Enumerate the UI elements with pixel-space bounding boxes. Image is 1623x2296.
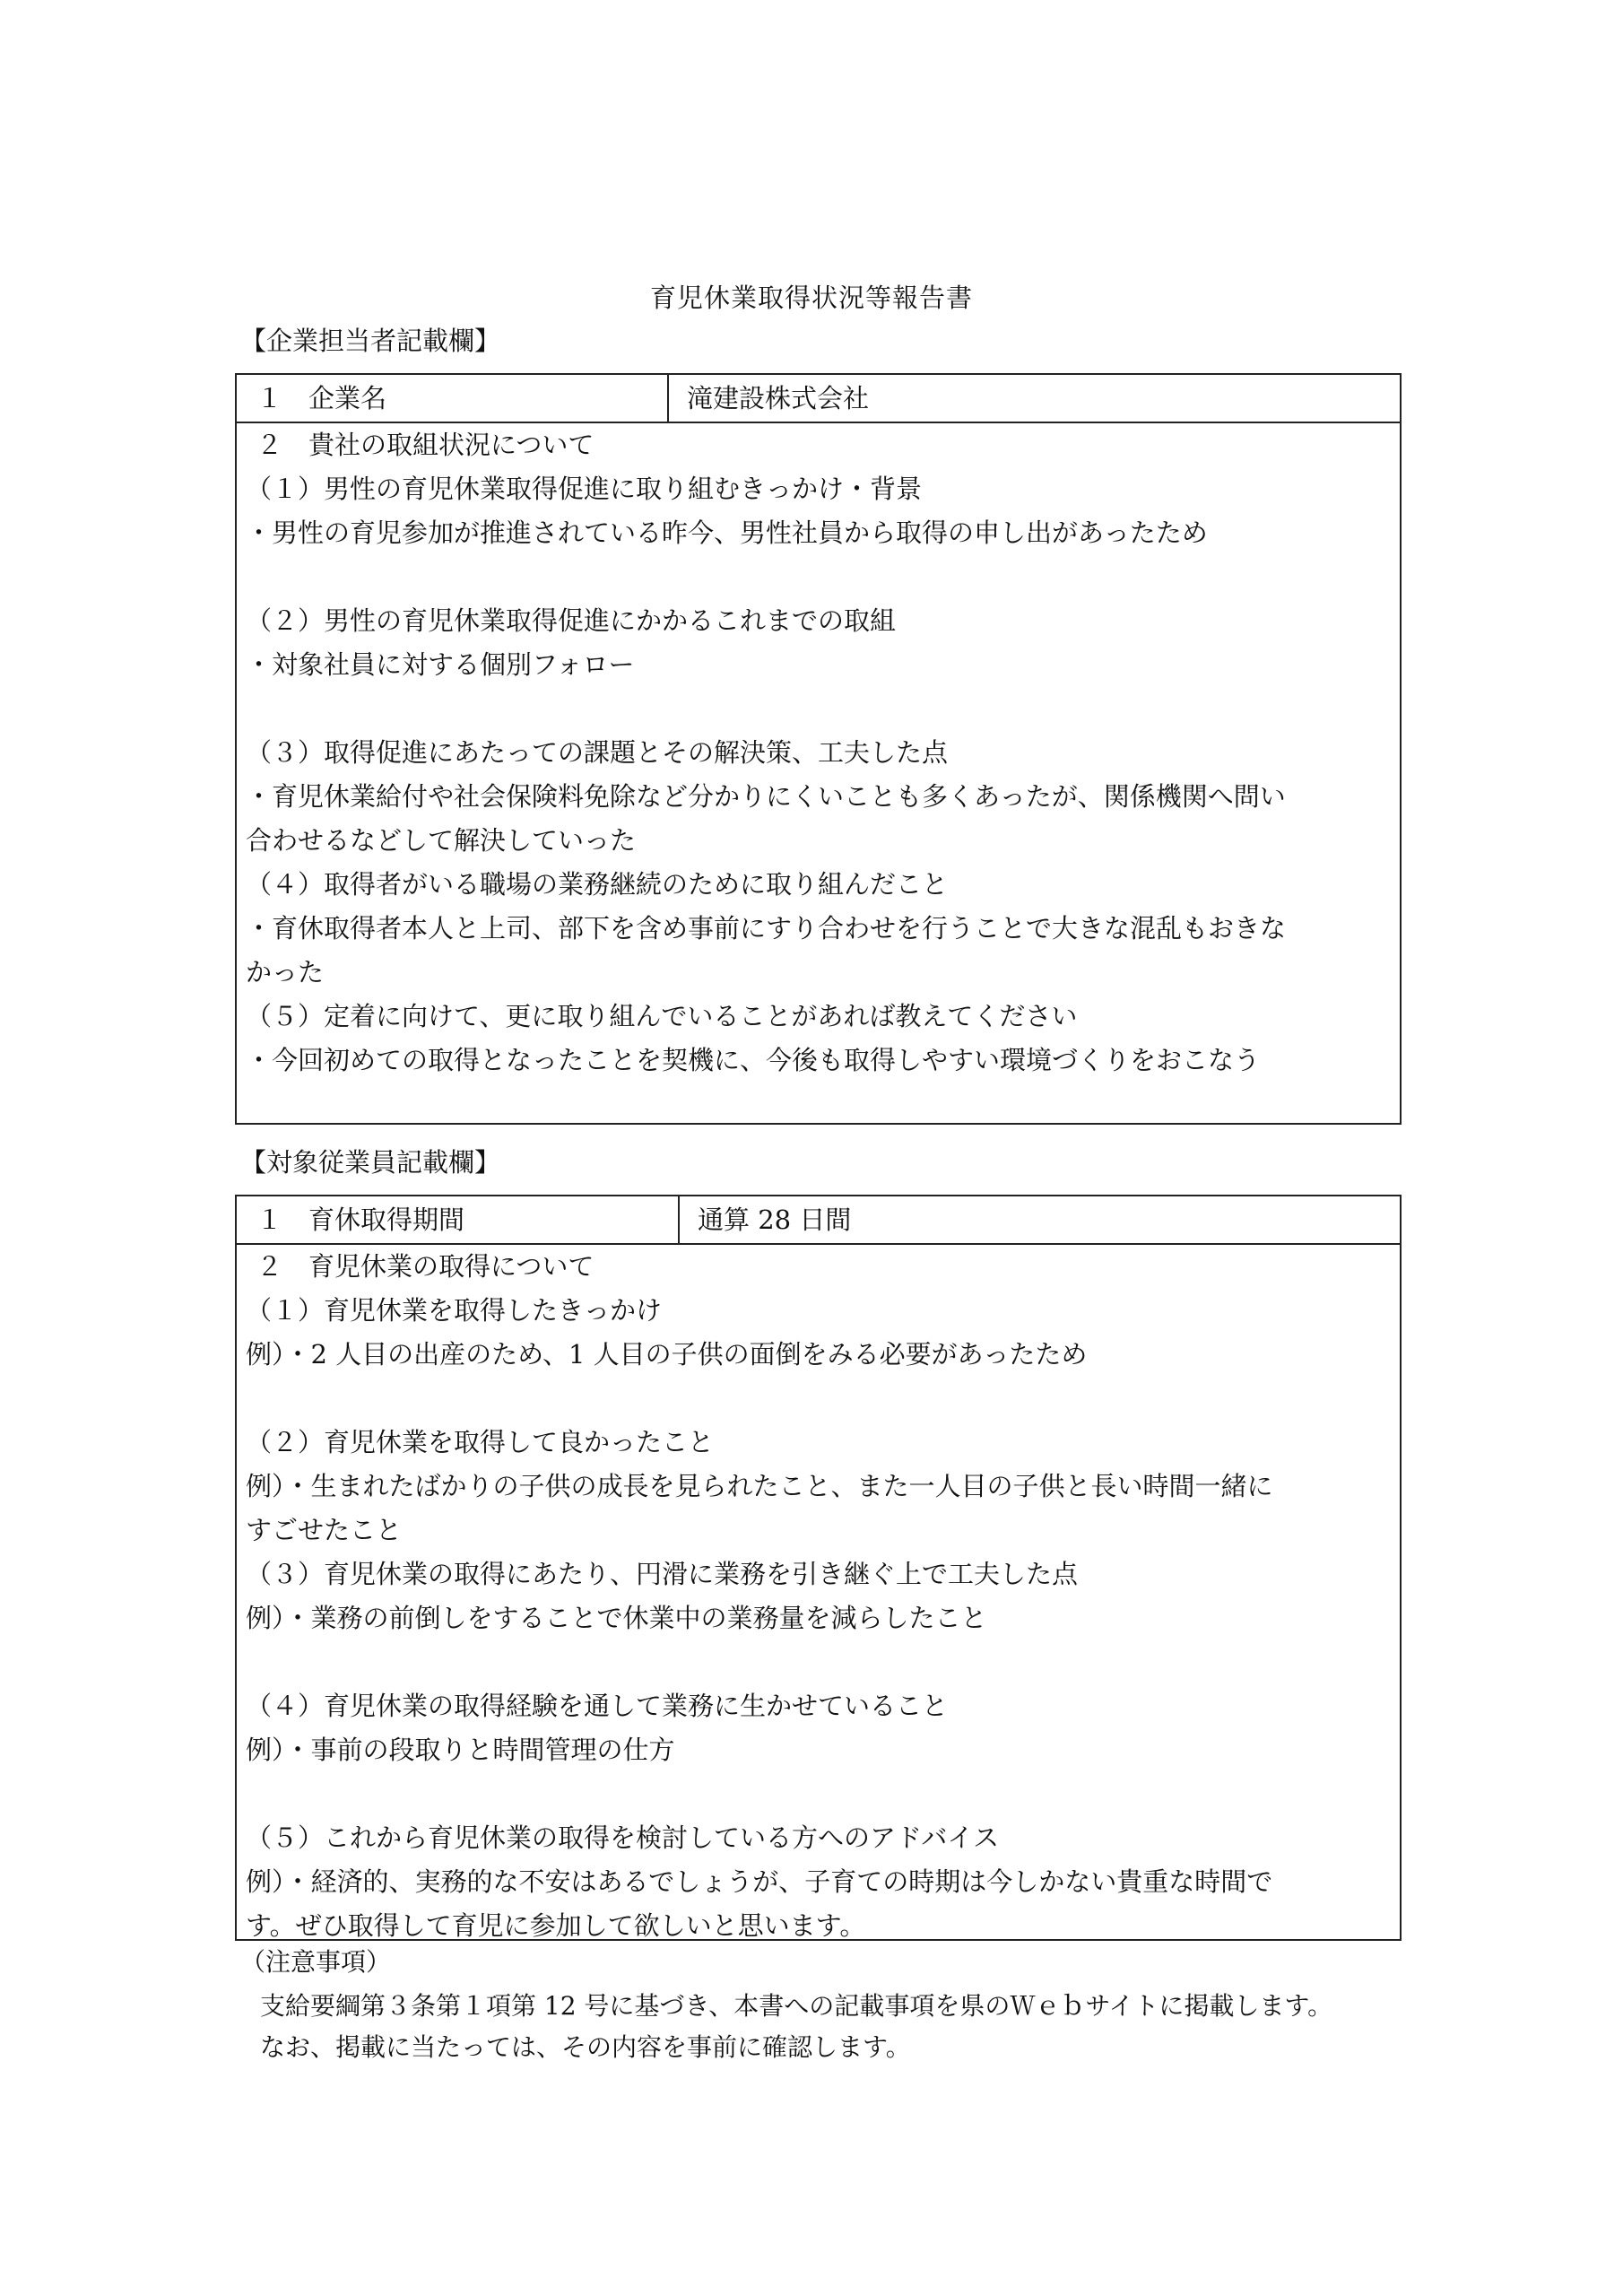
company-name-row	[237, 375, 1400, 423]
employee-leave-body	[237, 1245, 1400, 1948]
notes-heading: （注意事項）	[240, 1947, 392, 1977]
company-a5: ・今回初めての取得となったことを契機に、今後も取得しやすい環境づくりをおこなう	[246, 1045, 1261, 1075]
company-a4-line2: かった	[246, 957, 325, 987]
company-q4: （４）取得者がいる職場の業務継続のために取り組んだこと	[246, 869, 949, 900]
company-table	[235, 373, 1402, 1125]
leave-period-value: 通算 28 日間	[698, 1205, 852, 1235]
company-q1: （１）男性の育児休業取得促進に取り組むきっかけ・背景	[246, 474, 923, 504]
employee-a4: 例）・事前の段取りと時間管理の仕方	[246, 1735, 675, 1765]
company-q3: （３）取得促進にあたっての課題とその解決策、工夫した点	[246, 737, 949, 768]
employee-q5: （５）これから育児休業の取得を検討している方へのアドバイス	[246, 1822, 1000, 1853]
employee-a5-line2: す。ぜひ取得して育児に参加して欲しいと思います。	[246, 1910, 866, 1941]
blank-line	[246, 1640, 1393, 1684]
employee-section-label: 【対象従業員記載欄】	[240, 1147, 501, 1178]
company-name-value: 滝建設株式会社	[687, 383, 870, 413]
employee-a2-line2: すごせたこと	[246, 1515, 403, 1545]
company-a1: ・男性の育児参加が推進されている昨今、男性社員から取得の申し出があったため	[246, 517, 1208, 548]
blank-line	[246, 1377, 1393, 1421]
blank-line	[246, 1772, 1393, 1816]
employee-a5-line1: 例）・経済的、実務的な不安はあるでしょうが、子育ての時期は今しかない貴重な時間で	[246, 1866, 1273, 1897]
employee-table	[235, 1195, 1402, 1941]
employee-a3: 例）・業務の前倒しをすることで休業中の業務量を減らしたこと	[246, 1603, 987, 1633]
leave-period-label: １ 育休取得期間	[256, 1205, 465, 1235]
blank-line	[246, 687, 1393, 731]
leave-period-row	[237, 1196, 1400, 1245]
company-name-label: １ 企業名	[256, 383, 387, 413]
company-efforts-body	[237, 423, 1400, 1083]
company-q5: （５）定着に向けて、更に取り組んでいることがあれば教えてください	[246, 1001, 1078, 1031]
employee-leave-heading: ２ 育児休業の取得について	[256, 1251, 595, 1282]
notes-line-2: なお、掲載に当たっては、その内容を事前に確認します。	[260, 2032, 911, 2062]
notes-line-1: 支給要綱第３条第１項第 12 号に基づき、本書への記載事項を県のＷｅｂサイトに掲載します。	[260, 1991, 1333, 2021]
employee-a2-line1: 例）・生まれたばかりの子供の成長を見られたこと、また一人目の子供と長い時間一緒に	[246, 1471, 1273, 1501]
employee-q1: （１）育児休業を取得したきっかけ	[246, 1295, 663, 1326]
employee-q4: （４）育児休業の取得経験を通して業務に生かせていること	[246, 1691, 949, 1721]
employee-q3: （３）育児休業の取得にあたり、円滑に業務を引き継ぐ上で工夫した点	[246, 1559, 1079, 1589]
company-efforts-heading: ２ 貴社の取組状況について	[256, 430, 595, 460]
company-a4-line1: ・育休取得者本人と上司、部下を含め事前にすり合わせを行うことで大きな混乱もおきな	[246, 913, 1287, 944]
document-title: 育児休業取得状況等報告書	[649, 283, 973, 313]
blank-line	[246, 555, 1393, 599]
company-a3-line1: ・育児休業給付や社会保険料免除など分かりにくいことも多くあったが、関係機関へ問い	[246, 781, 1286, 812]
employee-q2: （２）育児休業を取得して良かったこと	[246, 1427, 715, 1457]
company-a2: ・対象社員に対する個別フォロー	[246, 649, 635, 680]
cell-divider	[678, 1196, 680, 1243]
company-q2: （２）男性の育児休業取得促進にかかるこれまでの取組	[246, 605, 897, 636]
employee-a1: 例）・2 人目の出産のため、1 人目の子供の面倒をみる必要があったため	[246, 1339, 1088, 1370]
company-a3-line2: 合わせるなどして解決していった	[246, 825, 637, 856]
cell-divider	[667, 375, 669, 422]
company-section-label: 【企業担当者記載欄】	[240, 326, 501, 356]
